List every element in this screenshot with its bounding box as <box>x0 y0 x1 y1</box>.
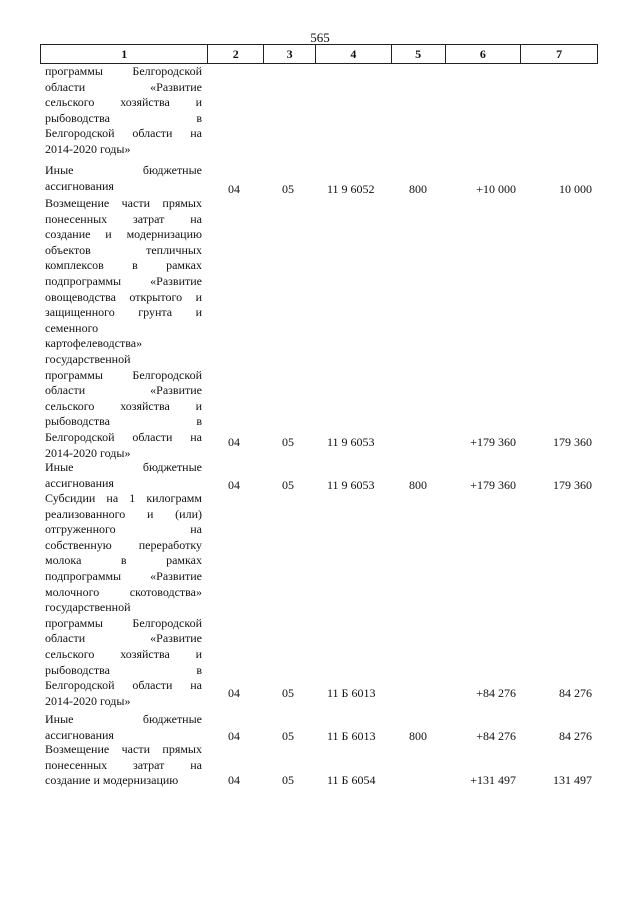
description-line: молока в рамках <box>45 553 202 568</box>
cell-col-6: +10 000 <box>476 182 516 196</box>
column-header-5: 5 <box>392 45 446 63</box>
cell-col-5: 800 <box>409 182 427 196</box>
cell-col-3: 05 <box>282 686 294 700</box>
description-line: рыбоводства в <box>45 110 202 125</box>
description-block <box>45 742 202 789</box>
cell-col-6: +84 276 <box>476 729 516 743</box>
cell-col-7: 10 000 <box>559 182 592 196</box>
description-line: области «Развитие <box>45 631 202 646</box>
description-line: программы Белгородской <box>45 615 202 630</box>
description-block <box>45 491 202 709</box>
description-line: отгруженного на <box>45 522 202 537</box>
table-header <box>40 44 598 64</box>
cell-col-7: 84 276 <box>559 686 592 700</box>
description-line: 2014-2020 годы» <box>45 693 131 708</box>
description-line: ассигнования <box>45 178 114 193</box>
description-line: сельского хозяйства и <box>45 398 202 413</box>
description-block <box>45 712 202 743</box>
cell-col-7: 179 360 <box>553 435 592 449</box>
column-header-1: 1 <box>41 45 208 63</box>
description-line: сельского хозяйства и <box>45 95 202 110</box>
description-line: овощеводства открытого и <box>45 289 202 304</box>
cell-col-4: 11 9 6052 <box>327 182 375 196</box>
description-line: семенного <box>45 320 99 335</box>
description-line: Белгородской области на <box>45 678 202 693</box>
description-line: программы Белгородской <box>45 367 202 382</box>
description-line: ассигнования <box>45 475 114 490</box>
description-line: ассигнования <box>45 727 114 742</box>
column-header-7: 7 <box>556 47 563 61</box>
description-block <box>45 64 202 158</box>
cell-col-2: 04 <box>228 773 240 787</box>
cell-col-4: 11 Б 6013 <box>327 686 376 700</box>
cell-col-7: 179 360 <box>553 478 592 492</box>
cell-col-5: 800 <box>409 478 427 492</box>
description-line: Иные бюджетные <box>45 712 202 726</box>
cell-col-2: 04 <box>228 435 240 449</box>
cell-col-3: 05 <box>282 729 294 743</box>
cell-col-2: 04 <box>228 686 240 700</box>
description-line: Субсидии на 1 килограмм <box>45 491 202 505</box>
description-line: 2014-2020 годы» <box>45 141 131 156</box>
column-header-6: 6 <box>446 45 522 63</box>
cell-col-6: +179 360 <box>470 435 516 449</box>
cell-col-6: +179 360 <box>470 478 516 492</box>
column-header-4: 4 <box>316 45 392 63</box>
description-line: Белгородской области на <box>45 126 202 141</box>
description-line: Иные бюджетные <box>45 163 202 177</box>
cell-col-5: 800 <box>409 729 427 743</box>
description-line: собственную переработку <box>45 537 202 552</box>
cell-col-2: 04 <box>228 182 240 196</box>
description-line: рыбоводства в <box>45 662 202 677</box>
page-number: 565 <box>310 30 330 45</box>
cell-col-7: 131 497 <box>553 773 592 787</box>
description-line: области «Развитие <box>45 79 202 94</box>
description-line: подпрограммы «Развитие <box>45 568 202 583</box>
cell-col-6: +131 497 <box>470 773 516 787</box>
description-block <box>45 196 202 461</box>
description-line: сельского хозяйства и <box>45 646 202 661</box>
column-header-3: 3 <box>264 45 316 63</box>
cell-col-2: 04 <box>228 729 240 743</box>
description-line: Возмещение части прямых <box>45 196 202 210</box>
description-line: государственной <box>45 351 131 366</box>
description-line: понесенных затрат на <box>45 211 202 226</box>
cell-col-3: 05 <box>282 435 294 449</box>
cell-col-4: 11 Б 6013 <box>327 729 376 743</box>
description-line: понесенных затрат на <box>45 757 202 772</box>
description-line: молочного скотоводства» <box>45 584 202 599</box>
description-line: Возмещение части прямых <box>45 742 202 756</box>
description-line: реализованного и (или) <box>45 506 202 521</box>
cell-col-4: 11 9 6053 <box>327 435 375 449</box>
cell-col-3: 05 <box>282 478 294 492</box>
description-line: создание и модернизацию <box>45 227 202 242</box>
description-line: программы Белгородской <box>45 64 202 78</box>
description-line: 2014-2020 годы» <box>45 445 131 460</box>
description-line: картофелеводства» <box>45 336 143 351</box>
cell-col-4: 11 Б 6054 <box>327 773 376 787</box>
description-line: объектов тепличных <box>45 242 202 257</box>
description-line: подпрограммы «Развитие <box>45 273 202 288</box>
cell-col-6: +84 276 <box>476 686 516 700</box>
description-block <box>45 460 202 491</box>
cell-col-3: 05 <box>282 182 294 196</box>
description-block <box>45 163 202 194</box>
cell-col-2: 04 <box>228 478 240 492</box>
description-line: Иные бюджетные <box>45 460 202 474</box>
description-line: комплексов в рамках <box>45 258 202 273</box>
description-line: защищенного грунта и <box>45 305 202 320</box>
cell-col-7: 84 276 <box>559 729 592 743</box>
cell-col-3: 05 <box>282 773 294 787</box>
description-line: области «Развитие <box>45 383 202 398</box>
description-line: Белгородской области на <box>45 429 202 444</box>
cell-col-4: 11 9 6053 <box>327 478 375 492</box>
description-line: государственной <box>45 600 131 615</box>
column-header-2: 2 <box>208 45 264 63</box>
description-line: создание и модернизацию <box>45 773 179 788</box>
description-line: рыбоводства в <box>45 414 202 429</box>
